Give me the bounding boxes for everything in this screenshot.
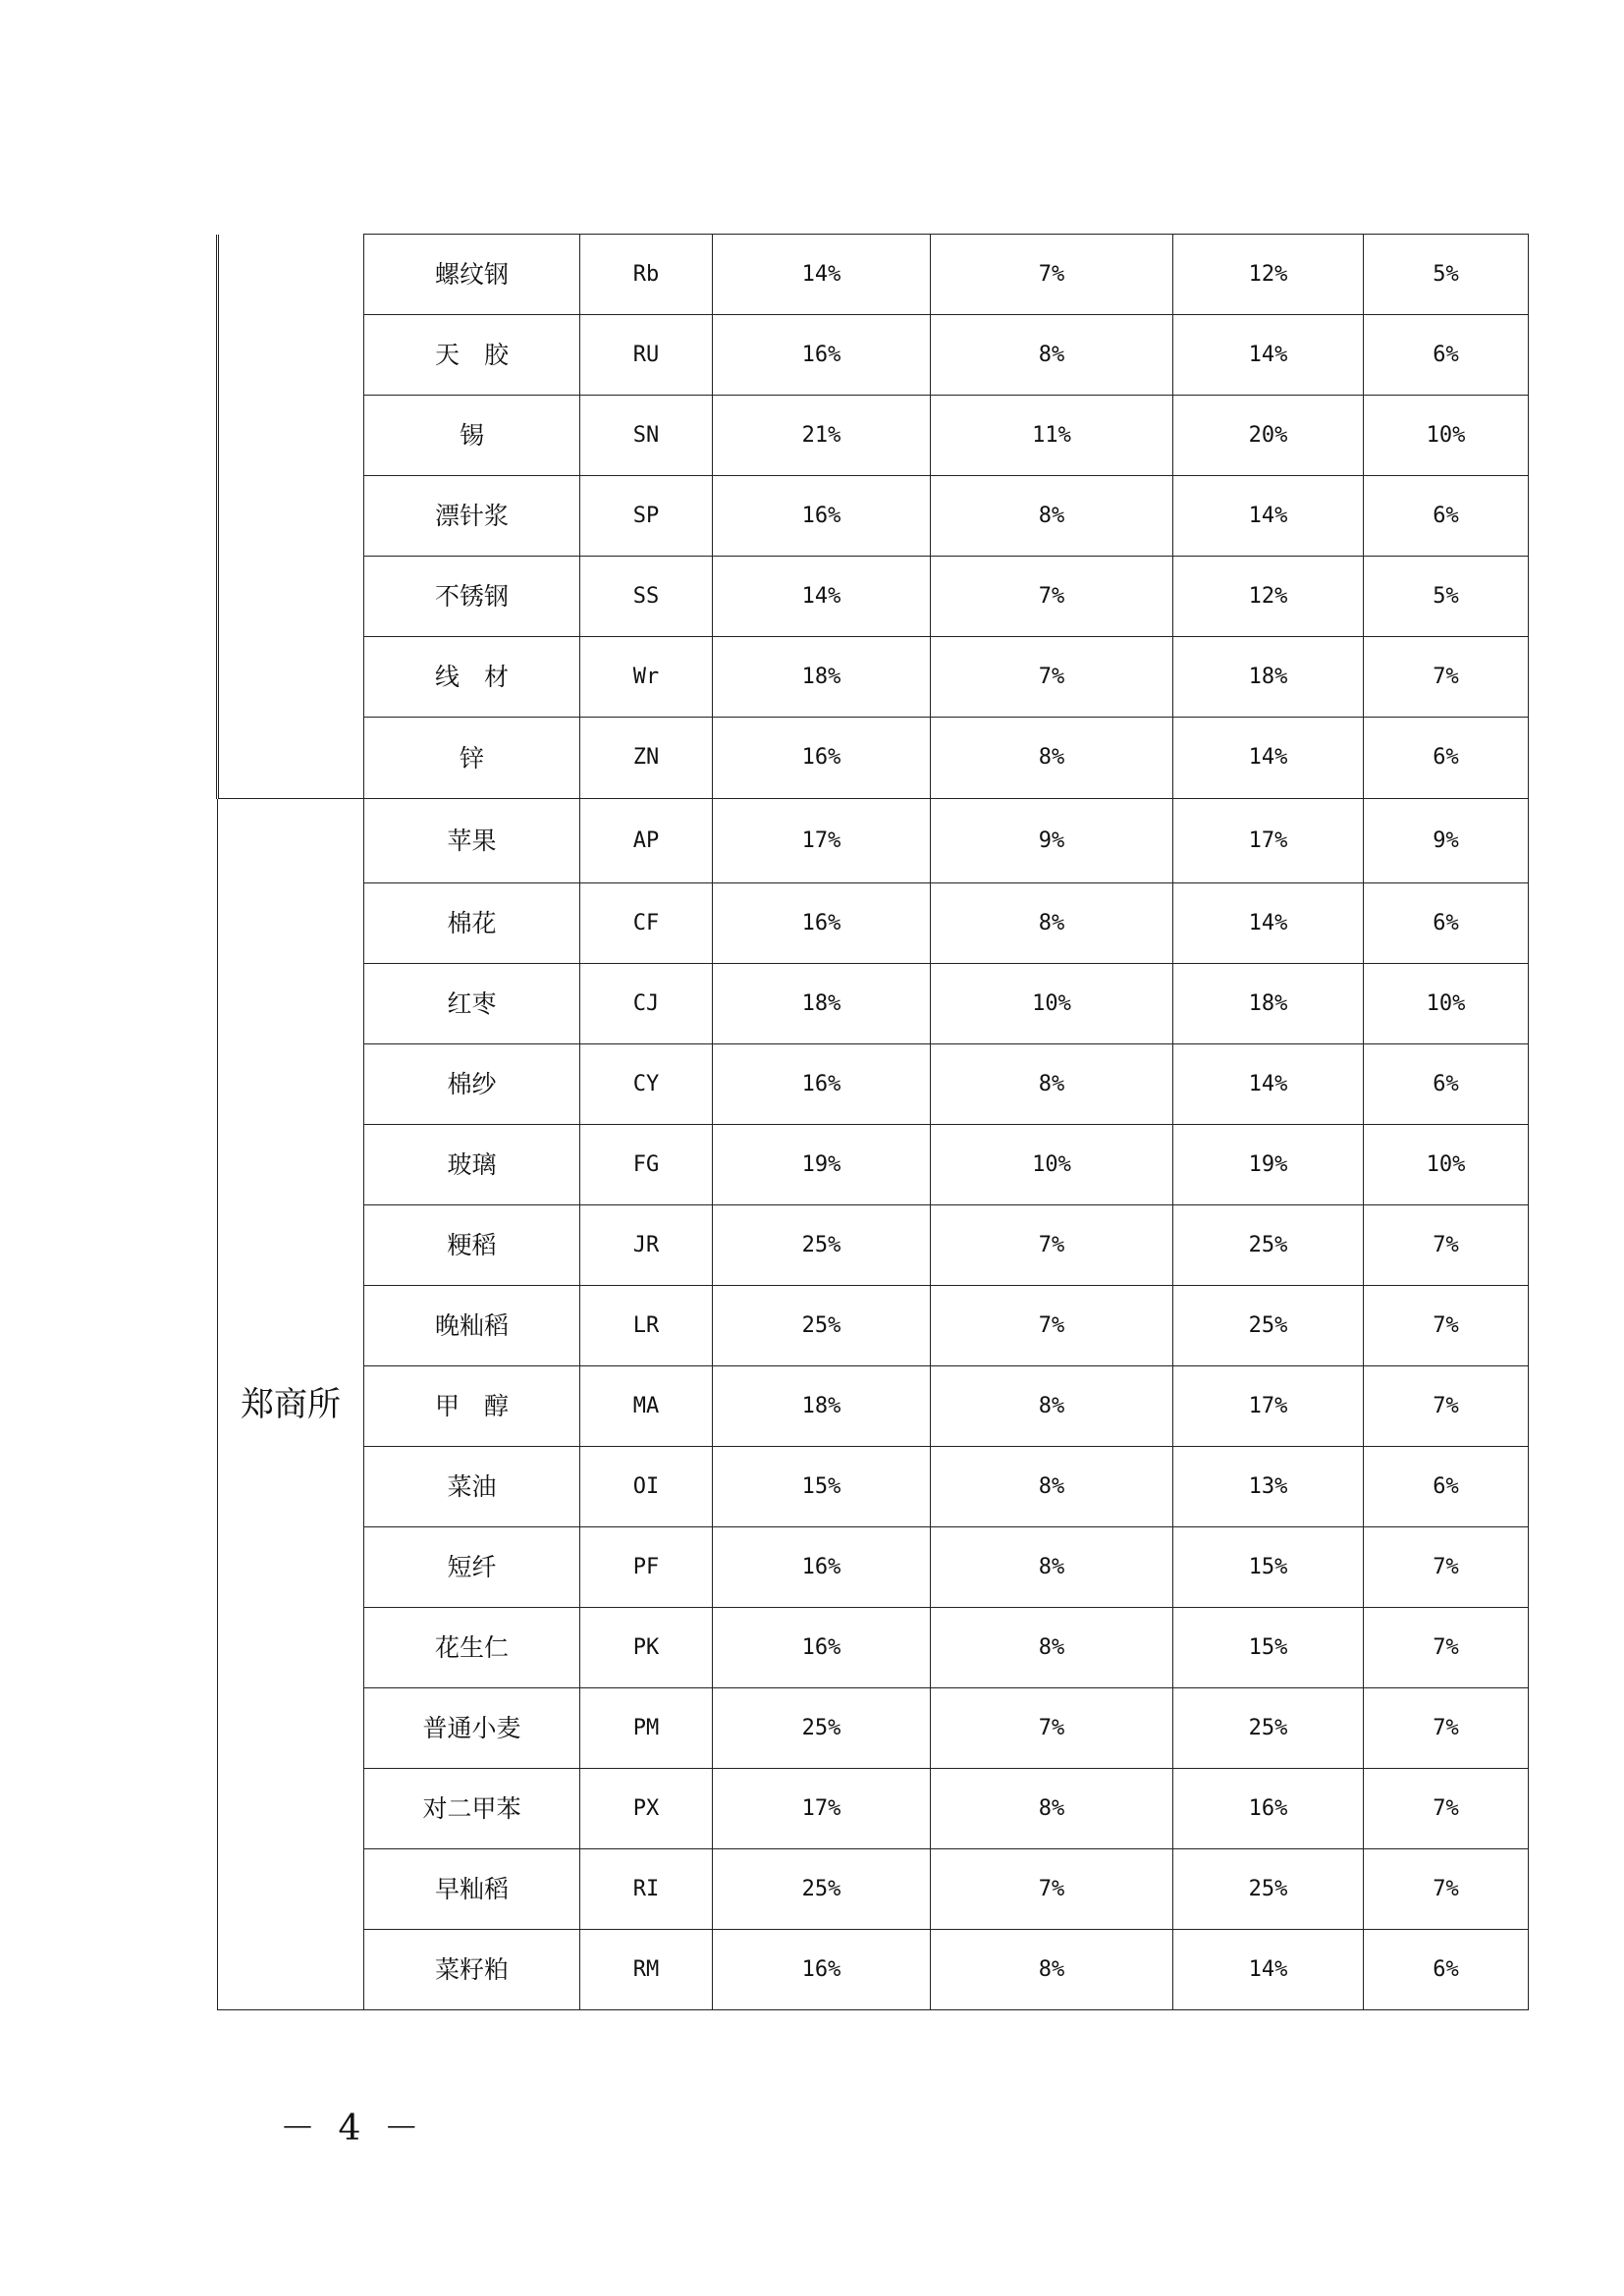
table-row [218,396,1529,476]
margin-value-cell: 7% [931,1286,1173,1366]
margin-value-cell: 7% [1364,1688,1529,1769]
margin-value-cell: 16% [713,1930,931,2010]
product-code-cell: SN [580,396,713,476]
product-name-cell: 漂针浆 [364,476,580,557]
margin-value-cell: 15% [713,1447,931,1527]
product-name-cell: 苹果 [364,799,580,883]
product-code-cell: MA [580,1366,713,1447]
table-row [218,1930,1529,2010]
margin-value-cell: 14% [1173,1044,1364,1125]
margin-value-cell: 16% [713,1527,931,1608]
margin-value-cell: 6% [1364,718,1529,799]
product-code-cell: AP [580,799,713,883]
margin-value-cell: 7% [1364,1286,1529,1366]
margin-value-cell: 6% [1364,883,1529,964]
margin-value-cell: 8% [931,315,1173,396]
table-row [218,1447,1529,1527]
product-name-cell: 菜籽粕 [364,1930,580,2010]
product-name-cell: 甲 醇 [364,1366,580,1447]
product-code-cell: ZN [580,718,713,799]
table-row [218,718,1529,799]
margin-value-cell: 25% [713,1205,931,1286]
margin-value-cell: 11% [931,396,1173,476]
table-row [218,1366,1529,1447]
margin-value-cell: 6% [1364,1044,1529,1125]
product-code-cell: CF [580,883,713,964]
product-code-cell: OI [580,1447,713,1527]
margin-value-cell: 7% [931,637,1173,718]
product-name-cell: 锡 [364,396,580,476]
margin-value-cell: 8% [931,476,1173,557]
margin-value-cell: 16% [713,476,931,557]
table-row [218,235,1529,315]
margin-value-cell: 7% [931,557,1173,637]
margin-value-cell: 8% [931,1608,1173,1688]
product-code-cell: PM [580,1688,713,1769]
margin-value-cell: 25% [713,1688,931,1769]
margin-value-cell: 17% [1173,799,1364,883]
product-code-cell: SS [580,557,713,637]
margin-table [216,234,1529,2010]
margin-value-cell: 8% [931,718,1173,799]
product-code-cell: RI [580,1849,713,1930]
product-name-cell: 花生仁 [364,1608,580,1688]
margin-value-cell: 18% [1173,637,1364,718]
margin-value-cell: 7% [931,235,1173,315]
margin-value-cell: 19% [713,1125,931,1205]
margin-value-cell: 12% [1173,557,1364,637]
margin-value-cell: 18% [713,964,931,1044]
margin-value-cell: 10% [1364,1125,1529,1205]
margin-value-cell: 8% [931,1769,1173,1849]
product-name-cell: 螺纹钢 [364,235,580,315]
margin-value-cell: 7% [1364,1205,1529,1286]
margin-value-cell: 25% [713,1286,931,1366]
margin-value-cell: 7% [1364,1769,1529,1849]
product-name-cell: 普通小麦 [364,1688,580,1769]
margin-value-cell: 10% [1364,964,1529,1044]
table-row [218,315,1529,396]
table-row [218,1769,1529,1849]
margin-value-cell: 7% [931,1205,1173,1286]
margin-value-cell: 25% [1173,1286,1364,1366]
margin-value-cell: 8% [931,1930,1173,2010]
margin-value-cell: 7% [1364,1608,1529,1688]
margin-value-cell: 16% [713,315,931,396]
margin-value-cell: 14% [713,235,931,315]
product-code-cell: LR [580,1286,713,1366]
margin-value-cell: 16% [1173,1769,1364,1849]
table-row [218,1044,1529,1125]
product-name-cell: 玻璃 [364,1125,580,1205]
product-name-cell: 锌 [364,718,580,799]
product-name-cell: 短纤 [364,1527,580,1608]
table-row [218,476,1529,557]
table-body [218,235,1529,2010]
product-name-cell: 不锈钢 [364,557,580,637]
table-row [218,883,1529,964]
margin-value-cell: 8% [931,1447,1173,1527]
margin-value-cell: 7% [1364,1527,1529,1608]
product-name-cell: 菜油 [364,1447,580,1527]
margin-value-cell: 14% [1173,476,1364,557]
margin-value-cell: 15% [1173,1608,1364,1688]
margin-value-cell: 7% [1364,637,1529,718]
product-name-cell: 粳稻 [364,1205,580,1286]
table-row [218,799,1529,883]
margin-value-cell: 16% [713,1608,931,1688]
margin-value-cell: 14% [1173,1930,1364,2010]
margin-value-cell: 20% [1173,396,1364,476]
margin-value-cell: 18% [713,1366,931,1447]
margin-value-cell: 25% [1173,1849,1364,1930]
product-code-cell: CY [580,1044,713,1125]
table-row [218,1527,1529,1608]
table-row [218,1205,1529,1286]
margin-value-cell: 6% [1364,476,1529,557]
product-name-cell: 天 胶 [364,315,580,396]
margin-value-cell: 8% [931,1044,1173,1125]
product-code-cell: CJ [580,964,713,1044]
margin-value-cell: 9% [1364,799,1529,883]
table-row [218,1849,1529,1930]
product-name-cell: 棉花 [364,883,580,964]
margin-value-cell: 16% [713,883,931,964]
margin-value-cell: 25% [1173,1688,1364,1769]
product-code-cell: RU [580,315,713,396]
margin-value-cell: 25% [1173,1205,1364,1286]
margin-value-cell: 8% [931,1527,1173,1608]
product-name-cell: 晚籼稻 [364,1286,580,1366]
margin-value-cell: 7% [931,1688,1173,1769]
table-row [218,557,1529,637]
margin-value-cell: 17% [1173,1366,1364,1447]
table-row [218,1286,1529,1366]
margin-value-cell: 8% [931,883,1173,964]
page-number: － 4 － [280,2109,425,2149]
exchange-cell [218,235,364,799]
margin-value-cell: 18% [713,637,931,718]
table-row [218,1688,1529,1769]
margin-value-cell: 9% [931,799,1173,883]
margin-value-cell: 10% [931,964,1173,1044]
product-name-cell: 线 材 [364,637,580,718]
margin-value-cell: 5% [1364,557,1529,637]
product-code-cell: JR [580,1205,713,1286]
product-code-cell: SP [580,476,713,557]
product-code-cell: Wr [580,637,713,718]
product-name-cell: 红枣 [364,964,580,1044]
table-row [218,637,1529,718]
margin-value-cell: 14% [1173,315,1364,396]
margin-value-cell: 12% [1173,235,1364,315]
margin-value-cell: 10% [1364,396,1529,476]
product-code-cell: PF [580,1527,713,1608]
margin-value-cell: 6% [1364,315,1529,396]
margin-value-cell: 17% [713,1769,931,1849]
product-code-cell: Rb [580,235,713,315]
product-code-cell: RM [580,1930,713,2010]
margin-value-cell: 14% [1173,883,1364,964]
product-code-cell: PK [580,1608,713,1688]
exchange-cell: 郑商所 [218,799,364,2010]
margin-value-cell: 18% [1173,964,1364,1044]
margin-value-cell: 13% [1173,1447,1364,1527]
margin-value-cell: 16% [713,718,931,799]
margin-value-cell: 7% [931,1849,1173,1930]
product-name-cell: 早籼稻 [364,1849,580,1930]
margin-value-cell: 10% [931,1125,1173,1205]
margin-value-cell: 25% [713,1849,931,1930]
margin-value-cell: 8% [931,1366,1173,1447]
table-row [218,1608,1529,1688]
margin-value-cell: 16% [713,1044,931,1125]
table-row [218,964,1529,1044]
table-row [218,1125,1529,1205]
margin-value-cell: 15% [1173,1527,1364,1608]
product-name-cell: 棉纱 [364,1044,580,1125]
product-name-cell: 对二甲苯 [364,1769,580,1849]
product-code-cell: FG [580,1125,713,1205]
margin-value-cell: 19% [1173,1125,1364,1205]
product-code-cell: PX [580,1769,713,1849]
margin-value-cell: 5% [1364,235,1529,315]
margin-value-cell: 7% [1364,1366,1529,1447]
margin-value-cell: 14% [1173,718,1364,799]
margin-value-cell: 7% [1364,1849,1529,1930]
margin-value-cell: 6% [1364,1447,1529,1527]
margin-value-cell: 6% [1364,1930,1529,2010]
margin-value-cell: 17% [713,799,931,883]
margin-value-cell: 14% [713,557,931,637]
margin-value-cell: 21% [713,396,931,476]
